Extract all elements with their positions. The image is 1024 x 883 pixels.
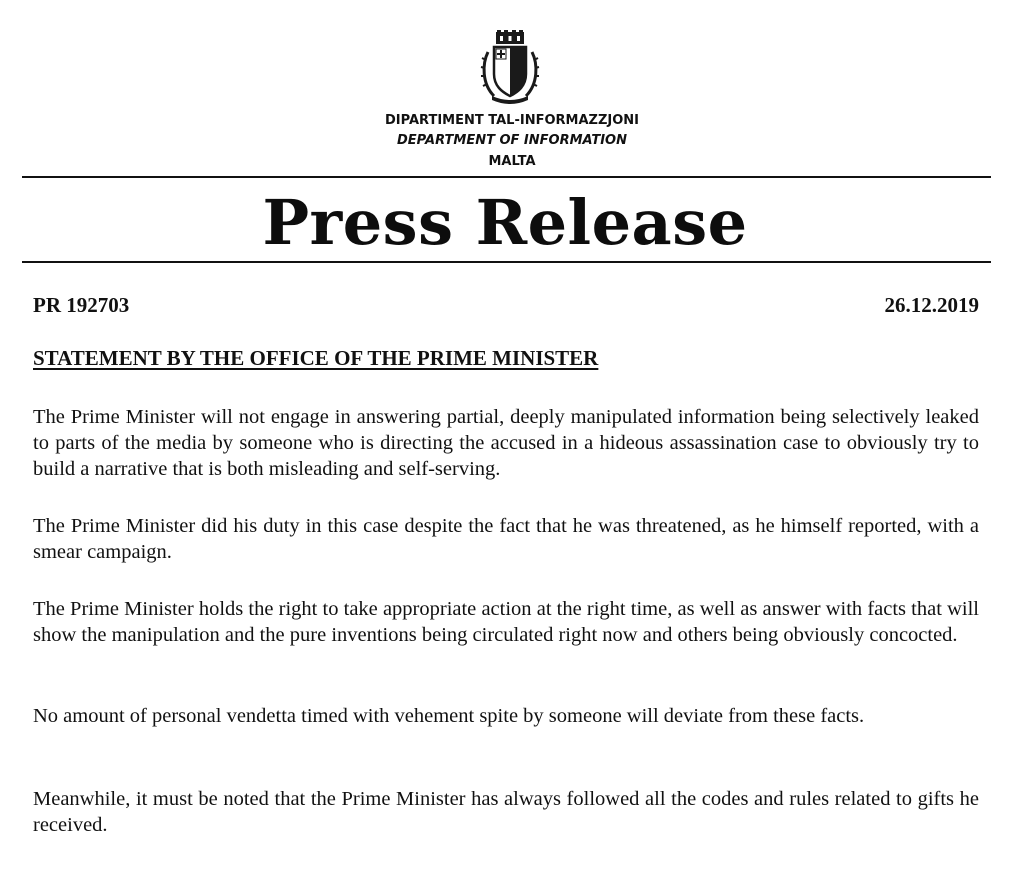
department-name-english: DEPARTMENT OF INFORMATION xyxy=(397,133,627,148)
body-paragraph: The Prime Minister holds the right to take appropriate action at the right time, as well as answer with facts that will show the manipulation and the pure inventions being circulated right now and others being obviously concocted. xyxy=(33,598,979,646)
department-name-maltese: DIPARTIMENT TAL-INFORMAZZJONI xyxy=(385,113,639,128)
body-paragraph: The Prime Minister did his duty in this case despite the fact that he was threatened, as he himself reported, with a smear campaign. xyxy=(33,515,979,563)
body-paragraph: Meanwhile, it must be noted that the Prime Minister has always followed all the codes and rules related to gifts he received. xyxy=(33,788,979,836)
body-paragraph: No amount of personal vendetta timed with vehement spite by someone will deviate from these facts. xyxy=(33,705,865,727)
header-divider-top xyxy=(22,176,991,178)
press-release-date: 26.12.2019 xyxy=(884,293,979,317)
header-divider-bottom xyxy=(22,261,991,263)
statement-heading: STATEMENT BY THE OFFICE OF THE PRIME MINISTER xyxy=(33,346,599,370)
page-title: Press Release xyxy=(262,186,748,259)
press-release-reference: PR 192703 xyxy=(33,293,130,317)
malta-coat-of-arms-icon xyxy=(478,30,542,106)
country-name: MALTA xyxy=(488,154,536,169)
body-paragraph: The Prime Minister will not engage in answering partial, deeply manipulated information being selectively leaked to parts of the media by someone who is directing the accused in a hideous assassination case to obviously try to build a narrative that is both misleading and self-serving. xyxy=(33,406,979,480)
